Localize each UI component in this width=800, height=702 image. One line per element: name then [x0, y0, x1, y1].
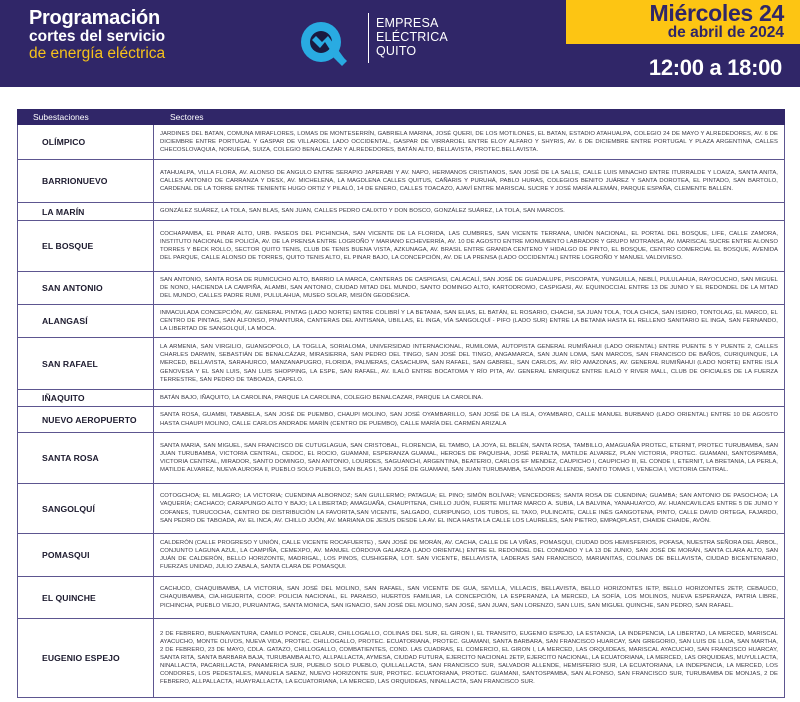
sectors-list: JARDINES DEL BATAN, COMUNA MIRAFLORES, LOMAS DE MONTESERRÍN, GABRIELA MARINA, JOSÉ QUERI, DE LOS MOTILONES, EL BATAN, ESTADIO ATAHUALPA, COLEGIO 24 DE MAYO Y ALREDEDORES, AV. 6 DE DICIEMBRE ENTRE PORTUGAL Y GASPAR DE VILLAROEL LADO OCCIDENTAL, GASPAR DE VIRRAROEL ENTRE ELOY ALFARO Y SHYRIS, AV. 6 DE DICIEMBRE ENTRE PORTUGAL Y PLAZA ARGENTINA, CALLES CHECOSLOVAQUIA, NORUEGA, SUIZA, COLEGIO BENALCAZAR Y ALREDEDORES, BATÁN ALTO, BELLAVISTA, PROTEC.BELLAVISTA. [154, 125, 785, 160]
substation-name: BARRIONUEVO [18, 160, 154, 203]
table-row [18, 203, 785, 221]
table-row [18, 390, 785, 407]
substation-name: NUEVO AEROPUERTO [18, 407, 154, 433]
substation-name: SANGOLQUÍ [18, 484, 154, 534]
eeq-logo-icon [298, 18, 348, 68]
logo-divider [368, 13, 369, 63]
substation-name: LA MARÍN [18, 203, 154, 221]
table-body [18, 125, 785, 698]
substation-name: SANTA ROSA [18, 433, 154, 484]
header-banner [0, 0, 800, 87]
substation-name: ALANGASÍ [18, 305, 154, 338]
title-sub: cortes del servicio [29, 28, 166, 45]
substation-name: EL QUINCHE [18, 577, 154, 619]
sectors-list: COCHAPAMBA, EL PINAR ALTO, URB. PASEOS DEL PICHINCHA, SAN VICENTE DE LA FLORIDA, LAS CUMBRES, SAN VICENTE TERRANA, UNIÓN NACIONAL, EL PORTAL DEL BOSQUE, LIFE, CALLE ZAMORA, INSTITUTO NACIONAL DE POLICÍA, AV. DE LA PRENSA ENTRE LOGROÑO Y MARIANO ECHEVERRÍA, AV. 10 DE AGOSTO ENTRE MONUMENTO LABRADOR Y GRUPO MOTRANSA, AV. MARISCAL SUCRE ENTRE ALONSO TORRES Y BECK ROLLO, SECTOR QUITO TENIS, CLUB DE TENIS BUENA VISTA, AZKUNAGA, AV. BRASIL ENTRE GRANDA CENTENO Y HIDALGO DE PINTO, EL BOSQUE, CENTRO COMERCIAL EL BOSQUE, AVENIDA DEL PARQUE, CALLE ALONSO DE TORRES, QUITO TENIS ALTO, EL PINAR BAJO, LA CONCEPCIÓN, AV. DE LA PRENSA (LADO OCCIDENTAL) ENTRE LOGROÑO Y MANUEL VALDIVIESO. [154, 221, 785, 272]
substation-name: IÑAQUITO [18, 390, 154, 407]
table-row [18, 272, 785, 305]
substation-name: POMASQUI [18, 534, 154, 577]
table-row [18, 577, 785, 619]
company-name-line: ELÉCTRICA [376, 30, 448, 44]
table-header-row [18, 110, 785, 125]
substation-name: OLÍMPICO [18, 125, 154, 160]
date-box [566, 0, 800, 44]
sectors-list: SAN ANTONIO, SANTA ROSA DE RUMICUCHO ALTO, BARRIO LA MARCA, CANTERAS DE CASPIGASI, CALACALÍ, SAN JOSÉ DE GUADALUPE, PISCOPATA, YUNGUILLA, NEBLÍ, PULULAHUA, RAYOCUCHO, SAN MIGUEL DE NONO, HACIENDA LA CAMPIÑA, ALAMBI, SAN ANTONIO, CIUDAD MITAD DEL MUNDO, SANTO DOMINGO ALTO, KARTODROMO, CASPIGASI, AV. EQUINOCCIAL ENTRE 13 DE JUNIO Y EL REDONDEL DE LA MITAD DEL MUNDO, CALLES PADRE RUMI, PULULAHUA, MUSEO SOLAR, MISIÓN GEODÉSICA. [154, 272, 785, 305]
sectors-list: ATAHUALPA, VILLA FLORA, AV. ALONSO DE ANGULO ENTRE SERAPIO JAPERABI Y AV. NAPO, HERMANOS CRISTIANOS, SAN JOSÉ DE LA SALLE, CALLE LUIS MINACHO ENTRE ITURRALDE Y LOAIZA, SANTA ANITA, CALLES ANTONIO DE CARRANZA Y DESX, AV. MICHELENA, LA MAGDLENA CALLES QUITUS, CAÑARIS Y PURUHÁ, PABLO HURAS, COLEGIOS BENITO JUÁREZ Y SANTA DOROTEA, EL PINTADO, SAN BARTOLO, CARDENAL DE LA TORRE ENTRE TENIENTE HUGO ORTIZ Y PILALÓ, 14 DE ENERO, CALLES TOACAZO, AJAVÍ ENTRE MARISCAL SUCRE Y JOSÉ MARÍA ALEMÁN, PARQUE ESPAÑA, CLEMENTE BALLÉN. [154, 160, 785, 203]
outage-table-container [17, 109, 784, 698]
substation-name: SAN ANTONIO [18, 272, 154, 305]
sectors-list: GONZÁLEZ SUÁREZ, LA TOLA, SAN BLAS, SAN JUAN, CALLES PEDRO CALIXTO Y DON BOSCO, GONZÁLEZ SUÁREZ, LA TOLA, SAN MARCOS. [154, 203, 785, 221]
table-row [18, 305, 785, 338]
column-header-sectors: Sectores [154, 110, 785, 125]
title-block [29, 8, 165, 61]
table-row [18, 160, 785, 203]
sectors-list: INMACULADA CONCEPCIÓN, AV. GENERAL PINTAG (LADO NORTE) ENTRE COLIBRÍ Y LA BETANIA, SAN ELIAS, EL BATÁN, EL ROSARIO, CHACHI, SA JUAN TOLA, TOLA CHICA, SAN ISIDRO, TONTOLAG, EL MARCO, EL CENTRO DE PINTAG, SAN ALFONSO, PINANTURA, CANTERAS DEL ANTISANA, UBILLAS, EL INGA, VÍA SANGOLQUÍ - PIFO (LADO SUR) ENTRE LA BETANIA HASTA EL RELLENO SANITARIO EL INGA, SAN FERNANDO, LA LIBERTAD DE SANGOLQUÍ, LA MOCA. [154, 305, 785, 338]
column-header-substations: Subestaciones [18, 110, 154, 125]
outage-table [17, 109, 785, 698]
company-name-line: EMPRESA [376, 16, 439, 30]
substation-name: SAN RAFAEL [18, 338, 154, 390]
sectors-list: 2 DE FEBRERO, BUENAVENTURA, CAMILO PONCE, CELAUR, CHILLOGALLO, COLINAS DEL SUR, EL GIRON I, EL TRANSITO, EUGENIO ESPEJO, LA ESTANCIA, LA INDEPENCIA, LA LIBERTAD, LA MERCED, MARISCAL AYACUCHO, MONTE OLIVOS, NUEVA VIDA, PROTEC. CHILLOGALLO, PROTEC. ECUATORIANA, PROTEC. GUAMANI, SANTA BARBARA, SAN FRANCISCO HUARCAY, SAN GREGORIO, SAN LUIS DE LLOA, SAN MARTHA, 2 DE FEBRERO, 23 DE MAYO, CDLA. GATAZO, CHILLOGALLO, COMBATIENTES, COND. LAS CUADRAS, EL COMERCIO, EL GIRON I, LA MERCED, LAS ORQUIDEAS, MARISCAL AYACUCHO, SAN FRANCISCO HUARCAY, SANTA RITA, SANTA BARBARA BAJA, TURUBAMBA ALTO, ALLPALLACTA, AYMESA, CIUDAD FUTURA, EJERCITO NACIONAL 2ETP, EJERCITO NACIONAL, LA ECUATORIANA, LA MERCED, LAS ORQUIDEAS, MUYULLACTA, NINALLACTA, PACARILLACTA, PANAMERICA SUR, PUEBLO SOLO PUEBLO, QUILLALLACTA, SAN FRANCISCO SUR, SALVADOR ALLENDE, HEMISFERIO SUR, LA ECUATORIANA, LA INDEPENCIA, LA MERCED, LOS CONDORES, LOS PEDESTALES, MANUELA SAENZ, NUEVO HORIZONTE SUR, PROTEC. ECUATORIANA, PROTEC. GUAMANI, SANTOSPAMBA, SAN ALFONSO, SAN FRANCISCO SUR, TURUBAMBA DE MONJAS, 2 DE FEBRERO, ALLPALLACTA, HUAYRALLACTA, LA ECUATORIANA, LA MERCED, LAS ORQUIDEAS, NINALLACTA, SAN FRANCISCO SUR. [154, 619, 785, 698]
table-row [18, 221, 785, 272]
table-row [18, 433, 785, 484]
title-accent: de energía eléctrica [29, 44, 166, 62]
substation-name: EUGENIO ESPEJO [18, 619, 154, 698]
table-row [18, 619, 785, 698]
time-range: 12:00 a 18:00 [648, 55, 782, 80]
date-month-year: de abril de 2024 [667, 24, 784, 41]
sectors-list: CALDERÓN (CALLE PROGRESO Y UNIÓN, CALLE VICENTE ROCAFUERTE) , SAN JOSÉ DE MORÁN, AV. CACHA, CALLE DE LA VIÑAS, POMASQUI, CIUDAD DOS HEMISFERIOS, POFASA, NUESTRA SEÑORA DEL ÁRBOL, CONJUNTO LAGUNA AZUL, LA CAMPIÑA, CEMEXPO, AV. MANUEL CÓRDOVA GALARZA (LADO ORIENTAL) ENTRE EL REDONDEL DEL CONDADO Y LA 13 DE JUNIO, SAN JOSÉ DE MORÁN, SANTA CLARA ALTO, SAN JUÁN DE CALDERÓN, BELLO HORIZONTE, MADRIGAL, LOS PINOS, CUSHIGERA, LOT. SAN VICENTE, BELLAVISTA, LADERAS SAN FRANCISCO, MARIANITAS, COLINAS DE BELLAVISTA, CIUDAD BICENTENARIO, FUERZAS UNIDAD, JULIO ZABALA, SANTA CLARA DE POMASQUI. [154, 534, 785, 577]
sectors-list: LA ARMENIA, SAN VIRGILIO, GUANGOPOLO, LA TOGLLA, SORIALOMA, UNIVERSIDAD INTERNACIONAL, RUMILOMA, AUTOPISTA GENERAL RUMIÑAHUI (LADO ORIENTAL) ENTRE PUENTE 5 Y PUENTE 2, CALLES CHARLES DARWIN, SEBASTIÁN DE BENALCÁZAR, MIRASIERRA, SAN PEDRO DEL TINGO, SAN JOSÉ DEL TINGO, ANGAMARCA, SAN JUAN LOMA, SAN MARCOS, SAN FRANCISCO DE BAÑOS, CURIQUINQUE, LA MERCED, BELLAVISTA, SARAHURCO, MANZANAPUGRO, FLORIDA, PALMERAS, CASACHUPA, SAN RAFAEL, SAN GABRIEL, SAN CARLOS, AV. RÍO AMAZONAS, AV. GENERAL RUMIÑAHUI (LADO NORTE) ENTRE ISLA GENOVESA Y EL SAN LUIS, SAN LUIS SHOPPING, LA ESPE, SAN RAFAEL, AV. ILALÓ ENTRE BOCATOMA Y RÍO PITA, AV. GENERAL ENRIQUEZ ENTRE ILALÓ Y RIVER MALL, CLUB DE OFICIALES DE LA FUERZA TERRESTRE, SAN PEDRO DE TABOADA, CAPELO. [154, 338, 785, 390]
sectors-list: BATÁN BAJO, IÑAQUITO, LA CAROLINA, PARQUE LA CAROLINA, COLEGIO BENALCAZAR, PARQUE LA CAROLINA. [154, 390, 785, 407]
date-day: Miércoles 24 [649, 0, 784, 26]
title-main: Programación [29, 7, 160, 29]
table-row [18, 125, 785, 160]
company-name-line: QUITO [376, 44, 417, 58]
substation-name: EL BOSQUE [18, 221, 154, 272]
sectors-list: SANTA MARIA, SAN MIGUEL, SAN FRANCISCO DE CUTUGLAGUA, SAN CRISTOBAL, FLORENCIA, EL TAMBO, LA JOYA, EL BELÉN, SANTA ROSA, TAMBILLO, AMAGUAÑA PROTEC, ETERNIT, PROTEC TURUBAMBA, SAN JUAN TURUBAMBA, VICTORIA CENTRAL, CEDOC, EL ROCIO, GUAMANI, ESPERANZA GUAMAL, HEROES DE PAQUISHA, JOSÉ PERALTA, MATILDE ALVAREZ, PLAN VICTORIA, PROTEC. GUAMANI, SANTOSPAMBA, VICTORIA CENTRAL, MIRADOR, SANTO DOMINGO, SAN ANTONIO, LOURDES, SAGUANCHI, ARGENTINA, BEATERIO, CARLOS EF MENDEZ, CAUPICHO I, CAUPICHO III, EL CONDE I, ETERNIT, LA BRETANIA, LA PERLA, MATILDE ALVAREZ, NUEVA AURORA II, PUEBLO SOLO PUEBLO, SAN BLAS I, SAN JOSÉ DE GUAMANI, SAN JUAN TURUBAMBA, SALVADOR ALLENDE, SANTO TOMAS I, VENECIA I, VICTORIA CENTRAL. [154, 433, 785, 484]
sectors-list: SANTA ROSA, GUAMBI, TABABELA, SAN JOSÉ DE PUEMBO, CHAUPI MOLINO, SAN JOSÉ OYAMBARILLO, SAN JOSÉ DE LA ISLA, OYAMBARO, CALLE MANUEL BURBANO (LADO ORIENTAL) ENTRE 10 DE AGOSTO HASTA CHAUPI MOLINO, CALLE CARLOS ANDRADE MARÍN (CENTRO DE PUEMBO), CALLE MARÍA DEL CARMÉN ARIZALA [154, 407, 785, 433]
table-row [18, 338, 785, 390]
table-row [18, 484, 785, 534]
company-name [376, 16, 448, 58]
sectors-list: COTOGCHOA; EL MILAGRO; LA VICTORIA; CUENDINA ALBORNOZ; SAN GUILLERMO; PATAGUA; EL PINO; SIMÓN BOLÍVAR; VENCEDORES; SANTA ROSA DE CUENDINA; GUAMBA; SAN ANTONIO DE PASOCHOA; LA VAQUERÍA; CACHACO; CARAPUNGO ALTO Y BAJO; LA LIBERTAD; AMAGUAÑA, CHAUPITENA, CHILLO JUÓN, FUERTE MILITAR MARCO A. SUBIA, LA BALVINA, YANAHUAYCO, AV. HUANCAVILCAS ENTRE 5 DE JUNIO Y COFANES, TURUCOCHA, CENTRO DE DISTRIBUCIÓN LA FAVORITA,SAN VICENTE, SALGADO, CURIPUNGO, LOS TUBOS, EL TAXO, PULINCATE, CALLE INÉS GANGOTENA, PINTO, CALLE DAVID ORTEGA, FAJARDO, SAN PEDRO DE TABOADA, AV. EL INCA, AV. CHILLO JUÓN, AV. MARIANA DE JESUS DESDE LA AV. EL INCA HASTA LA CALLE LOS LAURELES, SAN PIETRO, EMPAQPLAST, CHAIDE CHAIDE, AVÓN. [154, 484, 785, 534]
sectors-list: CACHUCO, CHAQUIBAMBA, LA VICTORIA, SAN JOSÉ DEL MOLINO, SAN RAFAEL, SAN VICENTE DE GUA, SEVILLA, VILLACIS, BELLAVISTA, BELLO HORIZONTES IETP, BELLO HORIZONTES 2ETP, CEBAUCO, CHAQUIBAMBA, CIA.HIGUERITA, COOP. POLICIA NACIONAL, EL PARAISO, HUERTOS FAMILIAR, LA CONCEPCIÓN, LA ESPERANZA, LA MERCED, LA SOFÍA, LOS MOLINOS, NUEVA ESPERANZA, PATRIA LIBRE, PICHINCHA, PUEBLO VIEJO, PURUANTAG, SANTA MONICA, SAN IGNACIO, SAN JOSÉ DEL MOLINO, SAN JOSÉ, SAN JUAN, SAN LORENZO, SAN LUIS, SAN MIGUEL QUINCHE, SAN PEDRO, SAN RAFAEL. [154, 577, 785, 619]
table-row [18, 534, 785, 577]
table-row [18, 407, 785, 433]
